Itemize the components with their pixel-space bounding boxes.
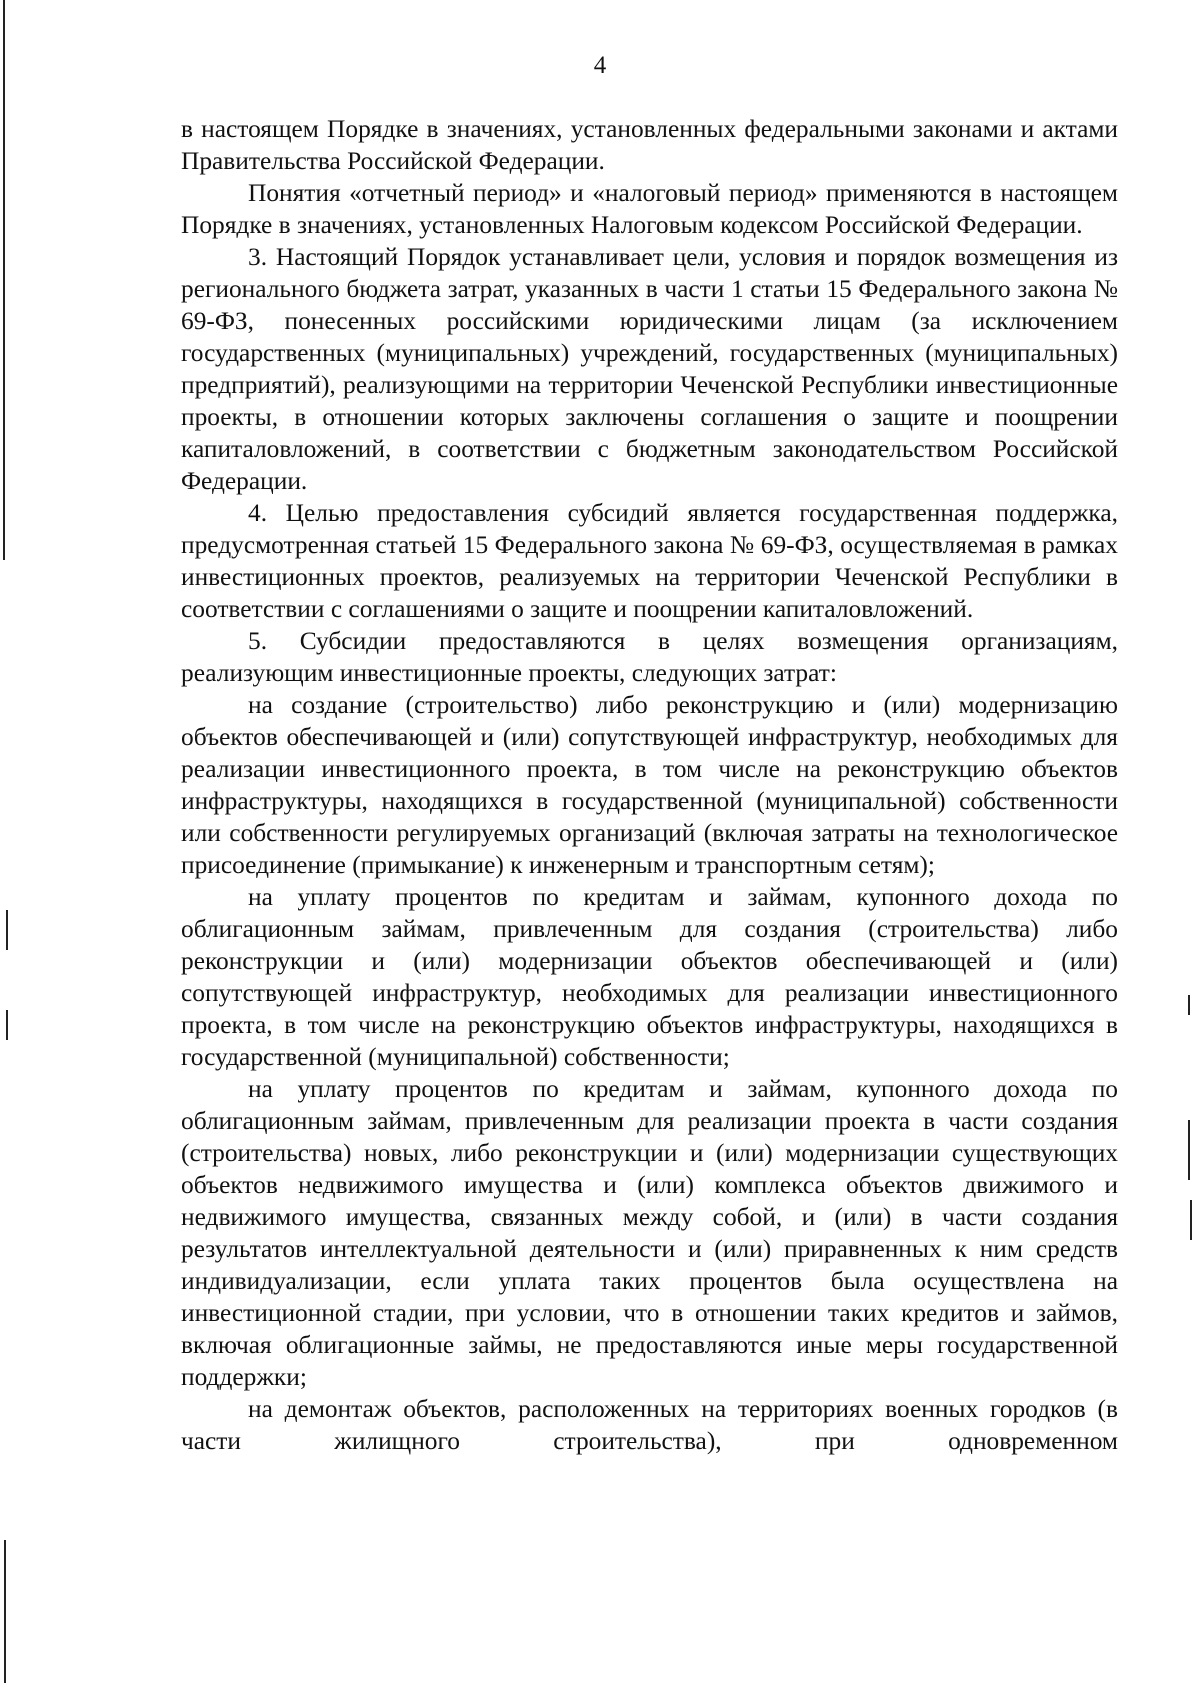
paragraph-6: на создание (строительство) либо реконструкцию и (или) модернизацию объектов обеспечивающей и (или) сопутствующей инфраструктур, необходимых для реализации инвестиционного проекта, в том числе на реконструкцию объектов инфраструктуры, находящихся в государственной (муниципальной) собственности или собственности регулируемых организаций (включая затраты на технологическое присоединение (примыкание) к инженерным и транспортным сетям); [181,691,1118,879]
paragraph-3: 3. Настоящий Порядок устанавливает цели, условия и порядок возмещения из регионального бюджета затрат, указанных в части 1 статьи 15 Федерального закона № 69-ФЗ, понесенных российскими юридическими лицам (за исключением государственных (муниципальных) учреждений, государственных (муниципальных) предприятий), реализующими на территории Чеченской Республики инвестиционные проекты, в отношении которых заключены соглашения о защите и поощрении капиталовложений, в соответствии с бюджетным законодательством Российской Федерации. [181,243,1118,495]
scan-edge-left-bottom [4,1540,6,1683]
paragraph-4: 4. Целью предоставления субсидий является государственная поддержка, предусмотренная статьей 15 Федерального закона № 69-ФЗ, осуществляемая в рамках инвестиционных проектов, реализуемых на территории Чеченской Республики в соответствии с соглашениями о защите и поощрении капиталовложений. [181,499,1118,623]
paragraph-1: в настоящем Порядке в значениях, установленных федеральными законами и актами Правительства Российской Федерации. [181,115,1118,175]
scan-edge-right-2 [1188,1120,1190,1180]
scan-edge-left-mid [6,910,8,950]
paragraph-7: на уплату процентов по кредитам и займам, купонного дохода по облигационным займам, привлеченным для создания (строительства) либо реконструкции и (или) модернизации объектов обеспечивающей и (или) сопутствующей инфраструктур, необходимых для реализации инвестиционного проекта, в том числе на реконструкцию объектов инфраструктуры, находящихся в государственной (муниципальной) собственности; [181,883,1118,1071]
page-number: 4 [593,52,607,79]
paragraph-8: на уплату процентов по кредитам и займам, купонного дохода по облигационным займам, привлеченным для реализации проекта в части создания (строительства) новых, либо реконструкции и (или) модернизации существующих объектов недвижимого имущества и (или) комплекса объектов движимого и недвижимого имущества, связанных между собой, и (или) в части создания результатов интеллектуальной деятельности и (или) приравненных к ним средств индивидуализации, если уплата таких процентов была осуществлена на инвестиционной стадии, при условии, что в отношении таких кредитов и займов, включая облигационные займы, не предоставляются иные меры государственной поддержки; [181,1075,1118,1391]
scan-edge-right-3 [1190,1200,1192,1240]
paragraph-5: 5. Субсидии предоставляются в целях возмещения организациям, реализующим инвестиционные проекты, следующих затрат: [181,627,1118,687]
scan-edge-left-mid2 [6,1010,8,1040]
paragraph-2: Понятия «отчетный период» и «налоговый период» применяются в настоящем Порядке в значениях, установленных Налоговым кодексом Российской Федерации. [181,179,1118,239]
paragraph-9: на демонтаж объектов, расположенных на территориях военных городков (в части жилищного строительства), при одновременном [181,1395,1118,1455]
scan-edge-left-top [3,0,5,560]
document-body [181,113,1118,1457]
scan-edge-right-1 [1188,995,1190,1015]
